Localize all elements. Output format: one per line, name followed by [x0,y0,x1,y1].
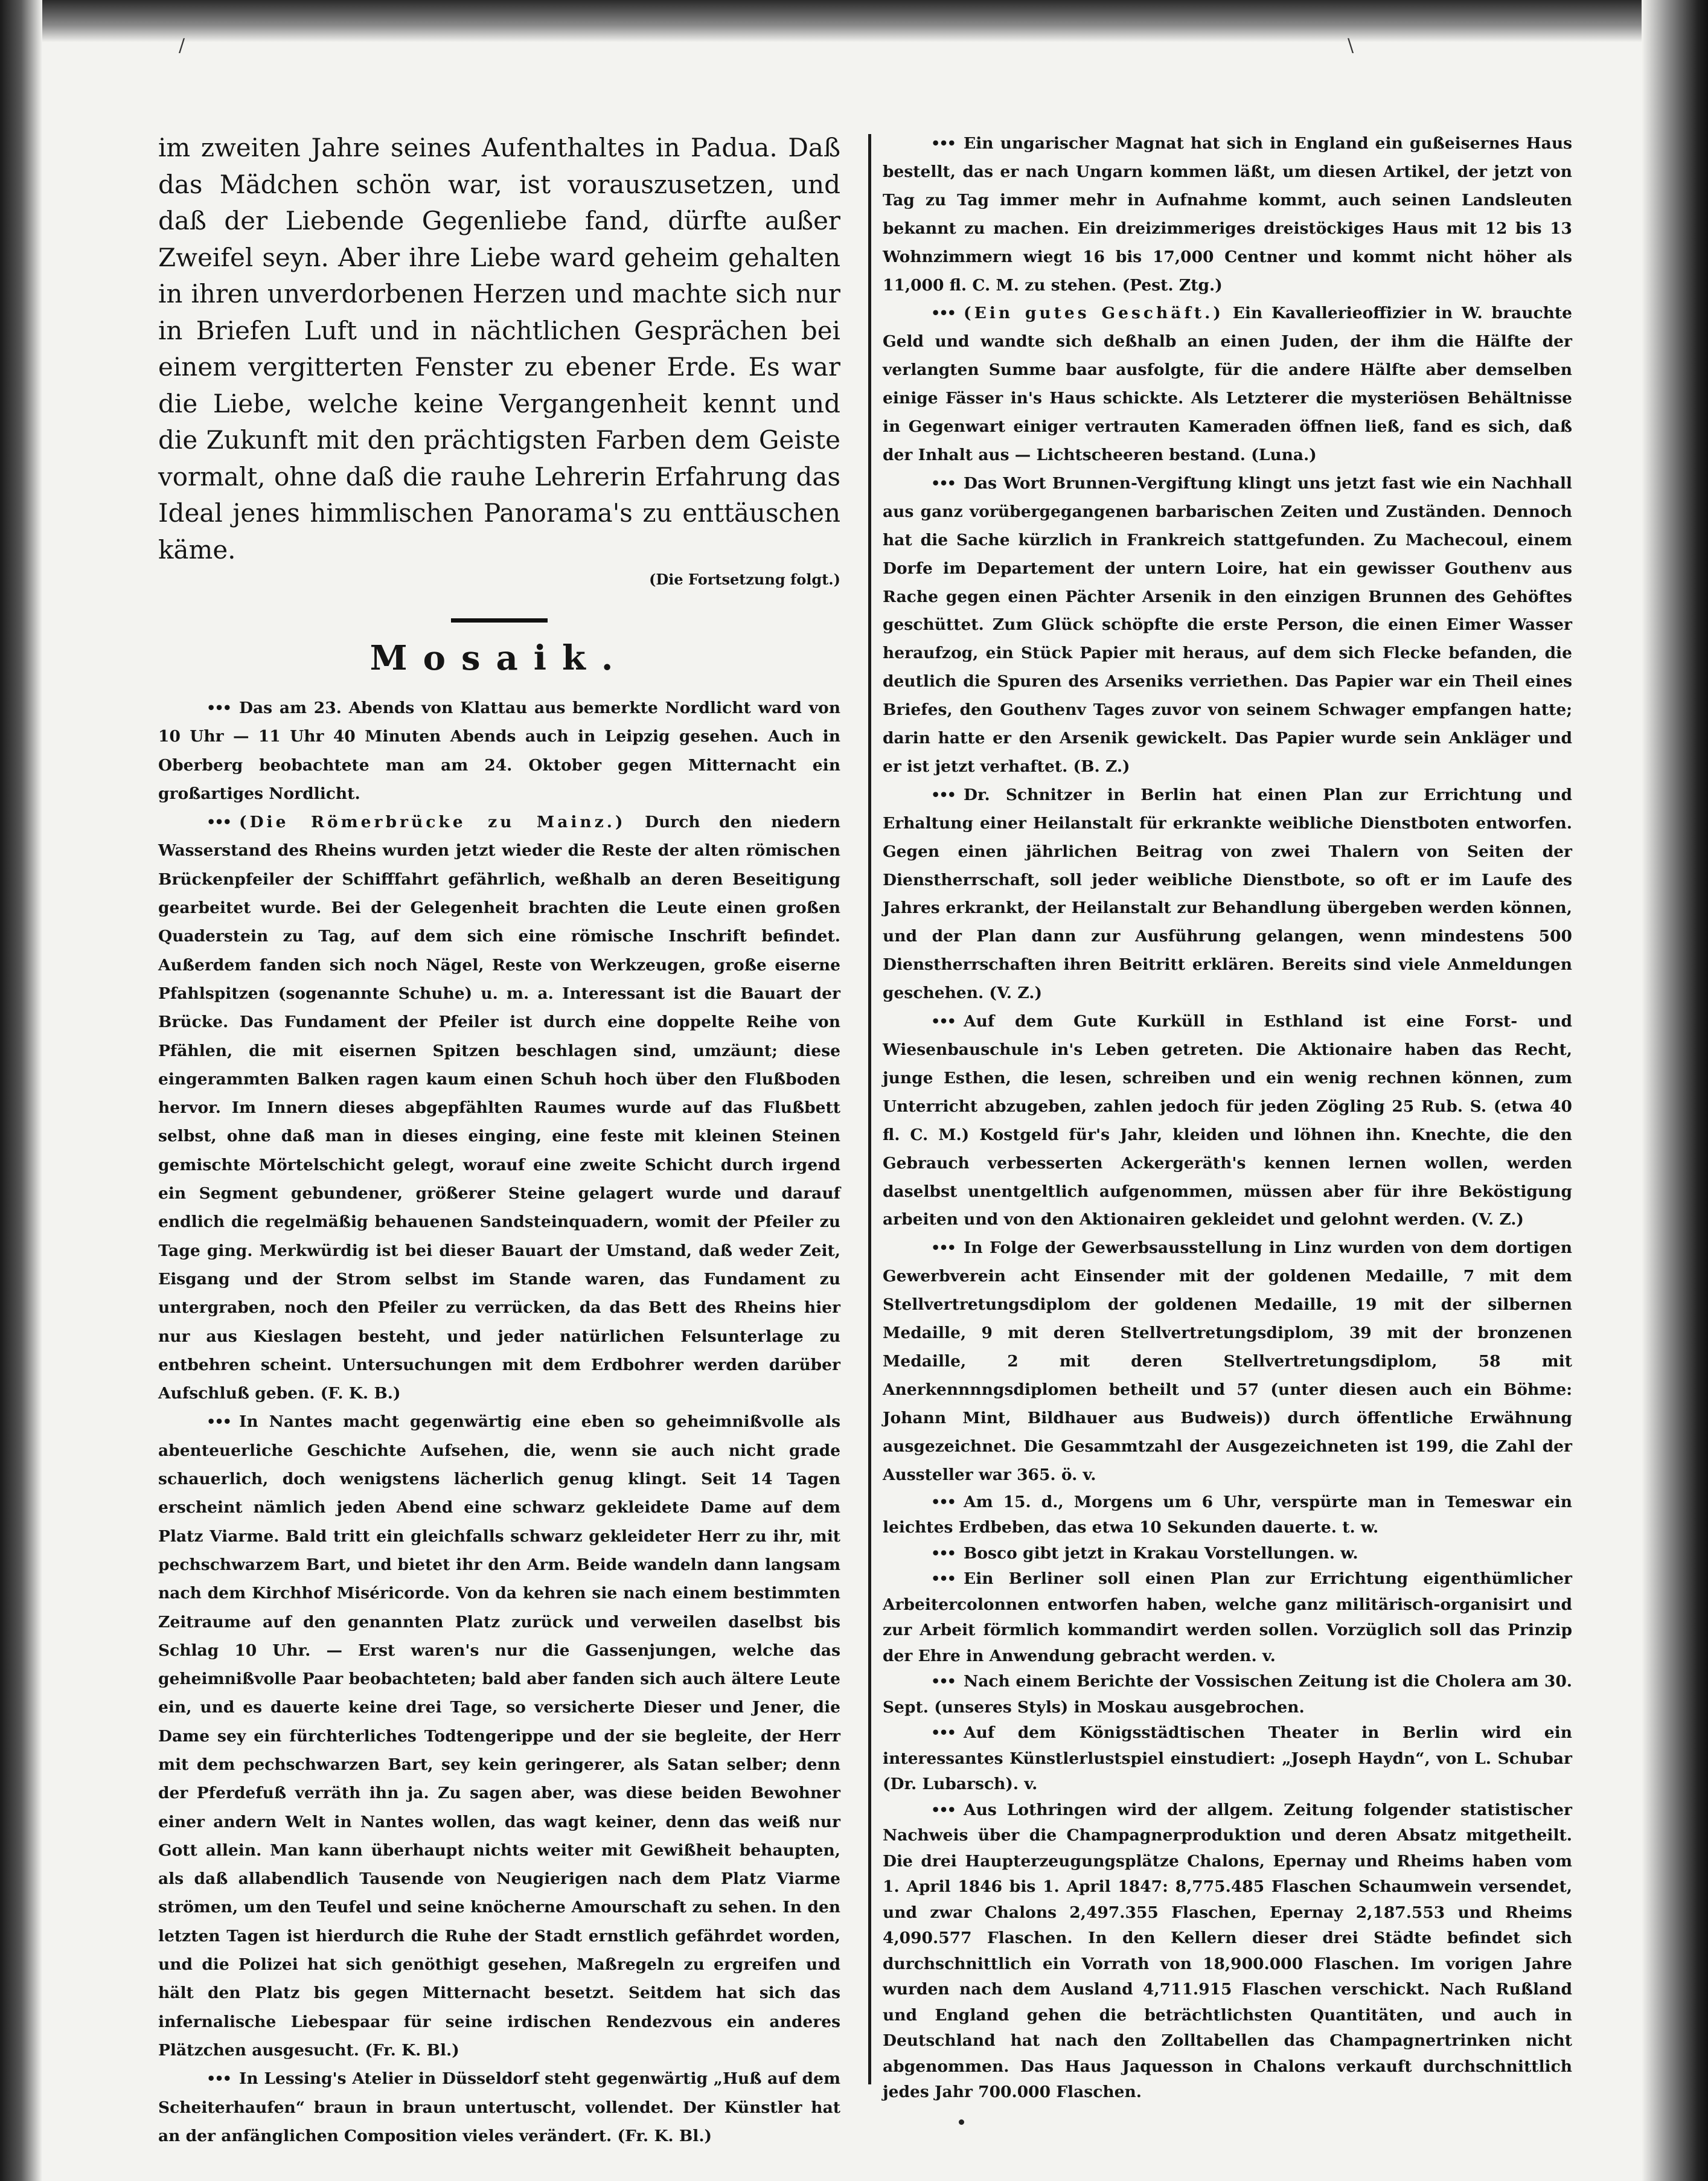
stray-mark: \ [1348,35,1354,56]
item-asterism-icon [931,1493,955,1511]
item-asterism-icon [931,1013,955,1030]
item-text: Das Wort Brunnen-Vergiftung klingt uns jetzt fast wie ein Nachhall aus ganz vorübergegangenen barbarischen Zeiten und Zuständen. Dennoch hat die Sache kürzlich in Frankreich stattgefunden. Zu Machecoul, einem Dorfe im Departement der untern Loire, hat ein gewisser Gouthenv aus Rache gegen einen Pächter Arsenik in den einzigen Brunnen des Gehöftes geschüttet. Zum Glück schöpfte die erste Person, die einen Eimer Wasser heraufzog, ein Stück Papier mit heraus, auf dem sich Flecke befanden, die deutlich die Spuren des Arseniks verriethen. Das Papier war ein Theil eines Briefes, den Gouthenv Tages zuvor von seinem Schwager empfangen hatte; darin hatte er den Arsenik gewickelt. Das Papier wurde sein Ankläger und er ist jetzt verhaftet. (B. Z.) [883,473,1572,776]
left-column [158,130,840,2150]
item-asterism-icon [206,813,231,831]
stray-mark: / [179,35,185,56]
scan-edge-left [0,0,42,2181]
item-asterism-icon [931,1801,955,1819]
news-item [883,1541,1572,1567]
item-text: Dr. Schnitzer in Berlin hat einen Plan zur Errichtung und Erhaltung einer Heilanstalt für erkrankte weibliche Dienstboten entworfen. Gegen einen jährlichen Beitrag von zwei Thalern von Seiten der Dienstherrschaft, soll jeder weibliche Dienstbote, so oft er im Laufe des Jahres erkrankt, der Heilanstalt zur Behandlung übergeben werden können, und der Plan dann zur Ausführung gelangen, wenn mindestens 500 Dienstherrschaften ihren Beitritt erklären. Bereits sind viele Anmeldungen geschehen. (V. Z.) [883,785,1572,1003]
news-item [883,1669,1572,1720]
item-asterism-icon [931,304,955,322]
item-asterism-icon [206,2070,231,2087]
news-item [883,299,1572,469]
item-asterism-icon [931,135,955,152]
item-text: Am 15. d., Morgens um 6 Uhr, verspürte man in Temeswar ein leichtes Erdbeben, das etwa 10 Sekunden dauerte. t. w. [883,1492,1572,1537]
item-text: In Nantes macht gegenwärtig eine eben so geheimnißvolle als abenteuerliche Geschichte Aufsehen, die, wenn sie auch nicht grade schauerlich, doch wenigstens lächerlich genug klingt. Seit 14 Tagen erscheint nämlich jeden Abend eine schwarz gekleidete Dame auf dem Platz Viarme. Bald tritt ein gleichfalls schwarz gekleideter Herr zu ihr, mit pechschwarzem Bart, und bietet ihr den Arm. Beide wandeln dann langsam nach dem Kirchhof Miséricorde. Von da kehren sie nach einem bestimmten Zeitraume auf den genannten Platz zurück und verweilen daselbst bis Schlag 10 Uhr. — Erst waren's nur die Gassenjungen, welche das geheimnißvolle Paar beobachteten; bald aber fanden sich auch ältere Leute ein, und es dauerte keine drei Tage, so versicherte Dieser und Jener, die Dame sey ein fürchterliches Todtengerippe und der sie begleite, der Herr mit dem pechschwarzen Bart, sey kein geringerer, als Satan selber; denn der Pferdefuß verräth ihn ja. Zu sagen aber, was diese beiden Bewohner einer andern Welt in Nantes wollen, das wagt keiner, denn das weiß nur Gott allein. Man kann überhaupt nichts weiter mit Gewißheit behaupten, als daß allabendlich Tausende von Neugierigen nach dem Platz Viarme strömen, um den Teufel und seine knöcherne Amourschaft zu sehen. In den letzten Tagen ist hierdurch die Ruhe der Stadt ernstlich gefährdet worden, und die Polizei hat sich genöthigt gesehen, Maßregeln zu ergreifen und hält den Platz bis gegen Mitternacht besetzt. Seitdem hat sich das infernalische Liebespaar für seine irdischen Rendezvous ein anderes Plätzchen ausgesucht. (Fr. K. Bl.) [158,1412,840,2060]
item-text: In Lessing's Atelier in Düsseldorf steht gegenwärtig „Huß auf dem Scheiterhaufen“ braun in braun untertuscht, vollendet. Der Künstler hat an der anfänglichen Composition vieles verändert. (Fr. K. Bl.) [158,2069,840,2145]
scan-edge-right [1642,0,1708,2181]
item-text: In Folge der Gewerbsausstellung in Linz wurden von dem dortigen Gewerbverein acht Einsender mit der goldenen Medaille, 7 mit dem Stellvertretungsdiplom der goldenen Medaille, 19 mit der silbernen Medaille, 9 mit deren Stellvertretungsdiplom, 39 mit der bronzenen Medaille, 2 mit deren Stellvertretungsdiplom, 58 mit Anerkennnngsdiplomen betheilt und 57 (unter diesen auch ein Böhme: Johann Mint, Bildhauer aus Budweis)) durch öffentliche Erwähnung ausgezeichnet. Die Gesammtzahl der Ausgezeichneten ist 199, die Zahl der Aussteller war 365. ö. v. [883,1238,1572,1484]
item-asterism-icon [931,1239,955,1257]
item-text: Aus Lothringen wird der allgem. Zeitung folgender statistischer Nachweis über die Champagnerproduktion und deren Absatz mitgetheilt. Die drei Haupterzeugungsplätze Chalons, Epernay und Rheims haben vom 1. April 1846 bis 1. April 1847: 8,775.485 Flaschen Schaumwein versendet, und zwar Chalons 2,497.355 Flaschen, Epernay 2,187.553 und Rheims 4,090.577 Flaschen. In den Kellern dieser drei Städte befindet sich durchschnittlich ein Vorrath von 18,900.000 Flaschen. Im vorigen Jahre wurden nach dem Ausland 4,711.915 Flaschen verschickt. Nach Rußland und England gehen die beträchtlichsten Quantitäten, und auch in Deutschland hat nach den Zolltabellen das Champagnertrinken nicht abgenommen. Das Haus Jaquesson in Chalons verkauft durchschnittlich jedes Jahr 700.000 Flaschen. [883,1800,1572,2101]
item-asterism-icon [931,1673,955,1690]
continuation-note: (Die Fortsetzung folgt.) [649,571,840,588]
news-item [883,1490,1572,1541]
right-news-items [883,130,1572,2106]
news-item [883,130,1572,299]
news-item [158,1408,840,2064]
news-item [883,1720,1572,1798]
news-item [883,1566,1572,1669]
news-item [883,470,1572,781]
item-headline: (Ein gutes Geschäft.) [964,304,1224,323]
news-item [883,1798,1572,2106]
item-asterism-icon [206,1413,231,1430]
news-item [158,808,840,1408]
item-text: Ein ungarischer Magnat hat sich in England ein gußeisernes Haus bestellt, das er nach Ungarn kommen läßt, um diesen Artikel, der jetzt von Tag zu Tag immer mehr in Aufnahme kommt, auch seinen Landsleuten bekannt zu machen. Ein dreizimmeriges dreistöckiges Haus mit 12 bis 13 Wohnzimmern wiegt 16 bis 17,000 Centner und kommt nicht höher als 11,000 fl. C. M. zu stehen. (Pest. Ztg.) [883,134,1572,295]
item-headline: (Die Römerbrücke zu Mainz.) [239,813,626,832]
page-mark [959,2119,964,2125]
news-item [158,694,840,808]
section-title: Mosaik. [369,638,629,678]
scan-edge-top [0,0,1708,42]
story-continuation-text: im zweiten Jahre seines Aufenthaltes in Padua. Daß das Mädchen schön war, ist vorauszusetzen, und daß der Liebende Gegenliebe fand, dürfte außer Zweifel seyn. Aber ihre Liebe ward geheim gehalten in ihren unverdorbenen Herzen und machte sich nur in Briefen Luft und in nächtlichen Gesprächen bei einem vergitterten Fenster zu ebener Erde. Es war die Liebe, welche keine Vergangenheit kennt und die Zukunft mit den prächtigsten Farben dem Geiste vormalt, ohne daß die rauhe Lehrerin Erfahrung das Ideal jenes himmlischen Panorama's zu enttäuschen käme. [158,133,840,565]
item-text: Auf dem Königsstädtischen Theater in Berlin wird ein interessantes Künstlerlustspiel einstudiert: „Joseph Haydn“, von L. Schubar (Dr. Lubarsch). v. [883,1723,1572,1793]
item-text: Auf dem Gute Kurküll in Esthland ist eine Forst- und Wiesenbauschule in's Leben getreten. Die Aktionaire haben das Recht, junge Esthen, die lesen, schreiben und ein wenig rechnen können, zum Unterricht abzugeben, zahlen jedoch für jeden Zögling 25 Rub. S. (etwa 40 fl. C. M.) Kostgeld für's Jahr, kleiden und löhnen ihn. Knechte, die den Gebrauch verbesserten Ackergeräth's kennen lernen wollen, werden daselbst unentgeltlich aufgenommen, müssen aber für ihre Beköstigung arbeiten und von den Aktionairen gekleidet und gelohnt werden. (V. Z.) [883,1012,1572,1229]
item-text: Nach einem Berichte der Vossischen Zeitung ist die Cholera am 30. Sept. (unseres Styls) in Moskau ausgebrochen. [883,1672,1572,1717]
item-asterism-icon [206,699,231,717]
item-text: Ein Kavallerieoffizier in W. brauchte Geld und wandte sich deßhalb an einen Juden, der ihm die Hälfte der verlangten Summe baar ausfolgte, für die andere Hälfte aber demselben einige Fässer in's Haus schickte. Als Letzterer die mysteriösen Behältnisse in Gegenwart einiger vertrauten Kameraden öffnen ließ, fand es sich, daß der Inhalt aus — Lichtscheeren bestand. (Luna.) [883,304,1572,464]
item-text: Das am 23. Abends von Klattau aus bemerkte Nordlicht ward von 10 Uhr — 11 Uhr 40 Minuten Abends auch in Leipzig gesehen. Auch in Oberberg beobachtete man am 24. Oktober gegen Mitternacht ein großartiges Nordlicht. [158,699,840,803]
section-divider [451,618,548,623]
item-text: Durch den niedern Wasserstand des Rheins wurden jetzt wieder die Reste der alten römischen Brückenpfeiler der Schifffahrt gefährlich, weßhalb an deren Beseitigung gearbeitet wurde. Bei der Gelegenheit brachten die Leute einen großen Quaderstein zu Tag, auf dem sich eine römische Inschrift befindet. Außerdem fanden sich noch Nägel, Reste von Werkzeugen, große eiserne Pfahlspitzen (sogenannte Schuhe) u. m. a. Interessant ist die Bauart der Brücke. Das Fundament der Pfeiler ist durch eine doppelte Reihe von Pfählen, die mit eisernen Spitzen beschlagen sind, umzäunt; diese eingerammten Balken ragen kaum einen Schuh hoch über den Flußboden hervor. Im Innern dieses abgepfählten Raumes wurde auf das Flußbett selbst, ohne daß man in dieses einging, eine feste mit kleinen Steinen gemischte Mörtelschicht gelegt, worauf eine zweite Schicht durch irgend ein Segment gebundener, größerer Steine gelagert wurde und darauf endlich die regelmäßig behauenen Sandsteinquadern, womit der Pfeiler zu Tage ging. Merkwürdig ist bei dieser Bauart der Umstand, daß weder Zeit, Eisgang und der Strom selbst im Stande waren, das Fundament zu untergraben, noch den Pfeiler zu verrücken, da das Bett des Rheins hier nur aus Kieslagen besteht, und jeder natürlichen Felsunterlage zu entbehren scheint. Untersuchungen mit dem Erdbohrer werden darüber Aufschluß geben. (F. K. B.) [158,813,840,1403]
item-asterism-icon [931,475,955,492]
item-asterism-icon [931,786,955,804]
column-rule [868,134,871,2084]
left-news-items [158,694,840,2150]
news-item [883,1234,1572,1489]
item-asterism-icon [931,1545,955,1562]
right-column [883,130,1572,2106]
news-item [883,781,1572,1008]
item-asterism-icon [931,1724,955,1741]
item-text: Bosco gibt jetzt in Krakau Vorstellungen. w. [964,1543,1358,1563]
news-item [158,2064,840,2150]
item-text: Ein Berliner soll einen Plan zur Errichtung eigenthümlicher Arbeitercolonnen entworfen haben, welche ganz militärisch-organisirt und zur Arbeit förmlich kommandirt werden sollen. Vorzüglich soll das Prinzip der Ehre in Anwendung gebracht werden. v. [883,1569,1572,1665]
item-asterism-icon [931,1570,955,1587]
news-item [883,1008,1572,1234]
